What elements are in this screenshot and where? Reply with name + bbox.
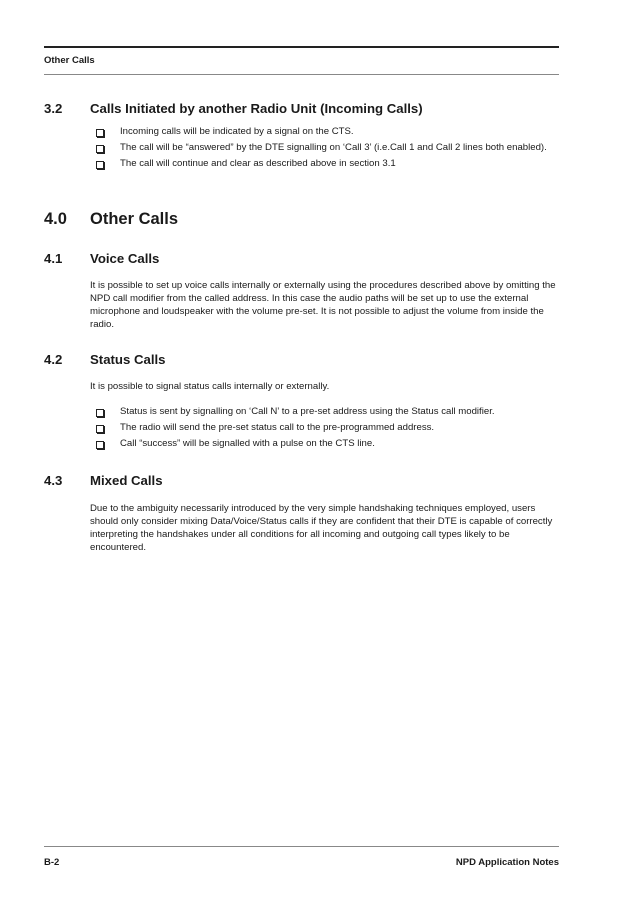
section-number: 4.2	[44, 352, 63, 367]
list-item: Call “success” will be signalled with a pulse on the CTS line.	[90, 438, 560, 451]
header-rule-top	[44, 46, 559, 48]
checkbox-bullet-icon	[96, 409, 104, 417]
checkbox-bullet-icon	[96, 441, 104, 449]
footer-rule	[44, 846, 559, 847]
checkbox-bullet-icon	[96, 161, 104, 169]
list-item: The call will continue and clear as described above in section 3.1	[90, 158, 560, 171]
header-rule	[44, 74, 559, 75]
list-item: Incoming calls will be indicated by a signal on the CTS.	[90, 126, 560, 139]
running-header: Other Calls	[44, 55, 95, 66]
section-title: Voice Calls	[90, 251, 160, 266]
section-3-2-bullets	[90, 126, 560, 174]
section-number: 4.1	[44, 251, 63, 266]
section-number: 4.0	[44, 210, 67, 228]
section-title: Calls Initiated by another Radio Unit (Incoming Calls)	[90, 101, 423, 116]
section-4-2-bullets	[90, 406, 560, 454]
checkbox-bullet-icon	[96, 129, 104, 137]
list-item: The call will be “answered” by the DTE signalling on ‘Call 3’ (i.e.Call 1 and Call 2 lines both enabled).	[90, 142, 560, 155]
section-title: Status Calls	[90, 352, 166, 367]
document-title: NPD Application Notes	[455, 857, 559, 868]
section-number: 3.2	[44, 101, 63, 116]
checkbox-bullet-icon	[96, 145, 104, 153]
section-4-2-body: It is possible to signal status calls internally or externally.	[90, 381, 330, 392]
page-number: B-2	[44, 857, 60, 868]
section-title: Mixed Calls	[90, 473, 163, 488]
checkbox-bullet-icon	[96, 425, 104, 433]
section-number: 4.3	[44, 473, 63, 488]
section-4-1-body: It is possible to set up voice calls internally or externally using the procedures described above by omitting the NPD call modifier from the called address. In this case the audio paths will be set up to use the external microphone and loudspeaker with the volume pre-set. It is not possible to adjust the volume from inside the radio.	[90, 280, 556, 330]
list-item: The radio will send the pre-set status call to the pre-programmed address.	[90, 422, 560, 435]
list-item: Status is sent by signalling on ‘Call N’ to a pre-set address using the Status call modifier.	[90, 406, 560, 419]
section-4-3-body: Due to the ambiguity necessarily introduced by the very simple handshaking techniques employed, users should only consider mixing Data/Voice/Status calls if they are confident that their DTE is capable of correctly interpreting the handshakes under all conditions for all incoming and outgoing call types likely to be encountered.	[90, 503, 553, 553]
section-title: Other Calls	[90, 210, 179, 228]
